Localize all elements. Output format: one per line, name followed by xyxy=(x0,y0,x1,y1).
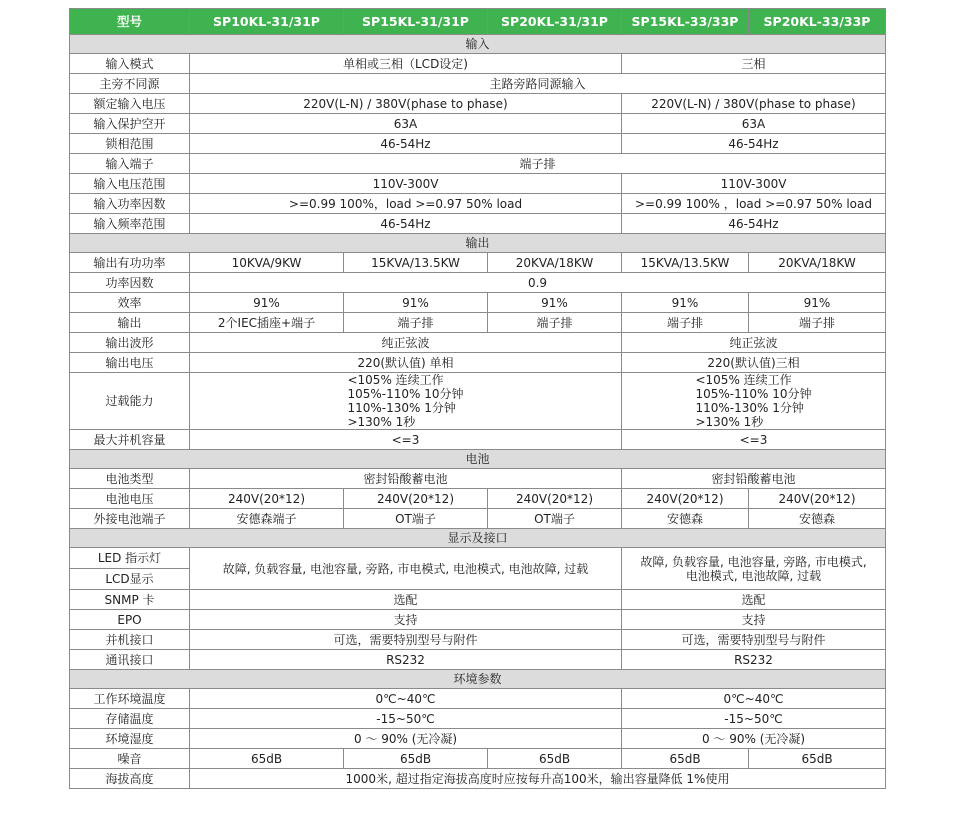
cell-value: -15~50℃ xyxy=(190,709,622,729)
table-row xyxy=(70,114,886,134)
cell-value: 支持 xyxy=(622,610,886,630)
table-row xyxy=(70,214,886,234)
cell-value: 220(默认值)三相 xyxy=(622,353,886,373)
cell-value: 0℃~40℃ xyxy=(622,689,886,709)
row-label: 锁相范围 xyxy=(70,134,190,154)
section-header-environment xyxy=(70,670,886,689)
row-label: 输入模式 xyxy=(70,54,190,74)
model-name: SP20KL-33/33P xyxy=(749,9,886,35)
table-header-row xyxy=(70,9,886,35)
row-label: EPO xyxy=(70,610,190,630)
cell-value: 单相或三相（LCD设定) xyxy=(190,54,622,74)
row-label: 过载能力 xyxy=(70,373,190,430)
cell-value: 密封铅酸蓄电池 xyxy=(190,469,622,489)
cell-value: 主路旁路同源输入 xyxy=(190,74,886,94)
row-label: 电池类型 xyxy=(70,469,190,489)
row-label: 输入频率范围 xyxy=(70,214,190,234)
table-row xyxy=(70,333,886,353)
row-label: 额定输入电压 xyxy=(70,94,190,114)
cell-value: 91% xyxy=(344,293,488,313)
cell-value: >=0.99 100% ，load >=0.97 50% load xyxy=(622,194,886,214)
section-title: 电池 xyxy=(70,450,886,469)
cell-value: 0 ～ 90% (无冷凝) xyxy=(622,729,886,749)
cell-value: 安德森 xyxy=(749,509,886,529)
row-label: 效率 xyxy=(70,293,190,313)
cell-value: 220V(L-N) / 380V(phase to phase) xyxy=(622,94,886,114)
cell-value xyxy=(622,548,886,590)
table-row xyxy=(70,689,886,709)
cell-value: 63A xyxy=(190,114,622,134)
table-row xyxy=(70,610,886,630)
row-label: 海拔高度 xyxy=(70,769,190,789)
table-row xyxy=(70,769,886,789)
row-label: 存储温度 xyxy=(70,709,190,729)
cell-value xyxy=(622,373,886,430)
row-label: 输出波形 xyxy=(70,333,190,353)
row-label: LCD显示 xyxy=(70,569,190,590)
cell-value: 65dB xyxy=(190,749,344,769)
model-name: SP20KL-31/31P xyxy=(488,9,622,35)
cell-value: 20KVA/18KW xyxy=(749,253,886,273)
cell-value: 端子排 xyxy=(488,313,622,333)
table-row xyxy=(70,709,886,729)
row-label: 输出电压 xyxy=(70,353,190,373)
cell-value: 46-54Hz xyxy=(622,134,886,154)
table-row xyxy=(70,194,886,214)
cell-value: 安德森 xyxy=(622,509,749,529)
row-label: 主旁不同源 xyxy=(70,74,190,94)
cell-value: 91% xyxy=(622,293,749,313)
row-label: 输入电压范围 xyxy=(70,174,190,194)
cell-value: 0.9 xyxy=(190,273,886,293)
overload-line: <105% 连续工作 xyxy=(347,373,444,387)
table-row xyxy=(70,489,886,509)
model-label: 型号 xyxy=(70,9,190,35)
cell-value: 46-54Hz xyxy=(622,214,886,234)
cell-value: -15~50℃ xyxy=(622,709,886,729)
table-row xyxy=(70,749,886,769)
row-label: 噪音 xyxy=(70,749,190,769)
table-row xyxy=(70,729,886,749)
cell-value: 240V(20*12) xyxy=(622,489,749,509)
cell-value: 46-54Hz xyxy=(190,214,622,234)
cell-value: RS232 xyxy=(622,650,886,670)
row-label: 输出 xyxy=(70,313,190,333)
cell-value: 可选，需要特别型号与附件 xyxy=(622,630,886,650)
cell-value: 三相 xyxy=(622,54,886,74)
cell-value: 支持 xyxy=(190,610,622,630)
section-title: 环境参数 xyxy=(70,670,886,689)
cell-value: 纯正弦波 xyxy=(622,333,886,353)
cell-value: 110V-300V xyxy=(622,174,886,194)
cell-value: OT端子 xyxy=(344,509,488,529)
led-line: 故障, 负载容量, 电池容量, 旁路, 市电模式, xyxy=(640,554,867,569)
cell-value: 65dB xyxy=(622,749,749,769)
model-name: SP15KL-31/31P xyxy=(344,9,488,35)
row-label: 电池电压 xyxy=(70,489,190,509)
cell-value: 240V(20*12) xyxy=(749,489,886,509)
row-label: 功率因数 xyxy=(70,273,190,293)
section-title: 输出 xyxy=(70,234,886,253)
cell-value: 故障, 负载容量, 电池容量, 旁路, 市电模式, 电池模式, 电池故障, 过载 xyxy=(190,548,622,590)
overload-line: 105%-110% 10分钟 xyxy=(347,387,464,401)
table-row xyxy=(70,630,886,650)
table-row xyxy=(70,154,886,174)
cell-value: 2个IEC插座+端子 xyxy=(190,313,344,333)
cell-value: 可选，需要特别型号与附件 xyxy=(190,630,622,650)
cell-value: <=3 xyxy=(190,430,622,450)
overload-line: <105% 连续工作 xyxy=(695,373,792,387)
cell-value: 端子排 xyxy=(622,313,749,333)
cell-value: RS232 xyxy=(190,650,622,670)
table-row xyxy=(70,469,886,489)
table-row xyxy=(70,373,886,430)
table-row xyxy=(70,353,886,373)
cell-value: 110V-300V xyxy=(190,174,622,194)
row-label: 环境湿度 xyxy=(70,729,190,749)
row-label: 最大并机容量 xyxy=(70,430,190,450)
table-row xyxy=(70,54,886,74)
table-row xyxy=(70,650,886,670)
row-label: SNMP 卡 xyxy=(70,590,190,610)
table-row xyxy=(70,134,886,154)
cell-value: 240V(20*12) xyxy=(488,489,622,509)
cell-value: 0 ～ 90% (无冷凝) xyxy=(190,729,622,749)
cell-value: >=0.99 100%，load >=0.97 50% load xyxy=(190,194,622,214)
overload-line: 110%-130% 1分钟 xyxy=(695,401,804,415)
overload-list xyxy=(695,373,811,429)
cell-value: 密封铅酸蓄电池 xyxy=(622,469,886,489)
table-row xyxy=(70,293,886,313)
cell-value: 0℃~40℃ xyxy=(190,689,622,709)
overload-line: 105%-110% 10分钟 xyxy=(695,387,812,401)
table-row xyxy=(70,74,886,94)
cell-value: 91% xyxy=(190,293,344,313)
table-row xyxy=(70,590,886,610)
section-header-output xyxy=(70,234,886,253)
overload-list xyxy=(347,373,463,429)
cell-value: 端子排 xyxy=(749,313,886,333)
section-header-input xyxy=(70,35,886,54)
table-row xyxy=(70,94,886,114)
table-row xyxy=(70,273,886,293)
row-label: 输入保护空开 xyxy=(70,114,190,134)
cell-value: 选配 xyxy=(622,590,886,610)
cell-value: 46-54Hz xyxy=(190,134,622,154)
table-row xyxy=(70,548,886,569)
cell-value: 20KVA/18KW xyxy=(488,253,622,273)
led-line: 电池模式, 电池故障, 过载 xyxy=(685,568,822,583)
cell-value: <=3 xyxy=(622,430,886,450)
row-label: 并机接口 xyxy=(70,630,190,650)
model-name: SP10KL-31/31P xyxy=(190,9,344,35)
table-row xyxy=(70,174,886,194)
cell-value: 240V(20*12) xyxy=(344,489,488,509)
cell-value: 15KVA/13.5KW xyxy=(622,253,749,273)
cell-value: OT端子 xyxy=(488,509,622,529)
cell-value: 端子排 xyxy=(344,313,488,333)
overload-line: >130% 1秒 xyxy=(347,415,416,429)
section-title: 输入 xyxy=(70,35,886,54)
section-header-battery xyxy=(70,450,886,469)
cell-value: 220V(L-N) / 380V(phase to phase) xyxy=(190,94,622,114)
cell-value: 220(默认值) 单相 xyxy=(190,353,622,373)
row-label: 输出有功功率 xyxy=(70,253,190,273)
cell-value: 65dB xyxy=(344,749,488,769)
spec-table xyxy=(69,8,886,789)
overload-line: 110%-130% 1分钟 xyxy=(347,401,456,415)
table-row xyxy=(70,430,886,450)
table-row xyxy=(70,509,886,529)
cell-value: 纯正弦波 xyxy=(190,333,622,353)
cell-value: 1000米, 超过指定海拔高度时应按每升高100米，输出容量降低 1%使用 xyxy=(190,769,886,789)
cell-value xyxy=(190,373,622,430)
row-label: LED 指示灯 xyxy=(70,548,190,569)
row-label: 工作环境温度 xyxy=(70,689,190,709)
cell-value: 15KVA/13.5KW xyxy=(344,253,488,273)
row-label: 外接电池端子 xyxy=(70,509,190,529)
cell-value: 240V(20*12) xyxy=(190,489,344,509)
cell-value: 65dB xyxy=(488,749,622,769)
cell-value: 选配 xyxy=(190,590,622,610)
model-name: SP15KL-33/33P xyxy=(622,9,749,35)
cell-value: 端子排 xyxy=(190,154,886,174)
row-label: 输入端子 xyxy=(70,154,190,174)
cell-value: 安德森端子 xyxy=(190,509,344,529)
cell-value: 63A xyxy=(622,114,886,134)
table-row xyxy=(70,253,886,273)
row-label: 输入功率因数 xyxy=(70,194,190,214)
table-row xyxy=(70,313,886,333)
cell-value: 91% xyxy=(488,293,622,313)
overload-line: >130% 1秒 xyxy=(695,415,764,429)
cell-value: 10KVA/9KW xyxy=(190,253,344,273)
cell-value: 91% xyxy=(749,293,886,313)
section-title: 显示及接口 xyxy=(70,529,886,548)
section-header-display xyxy=(70,529,886,548)
row-label: 通讯接口 xyxy=(70,650,190,670)
cell-value: 65dB xyxy=(749,749,886,769)
